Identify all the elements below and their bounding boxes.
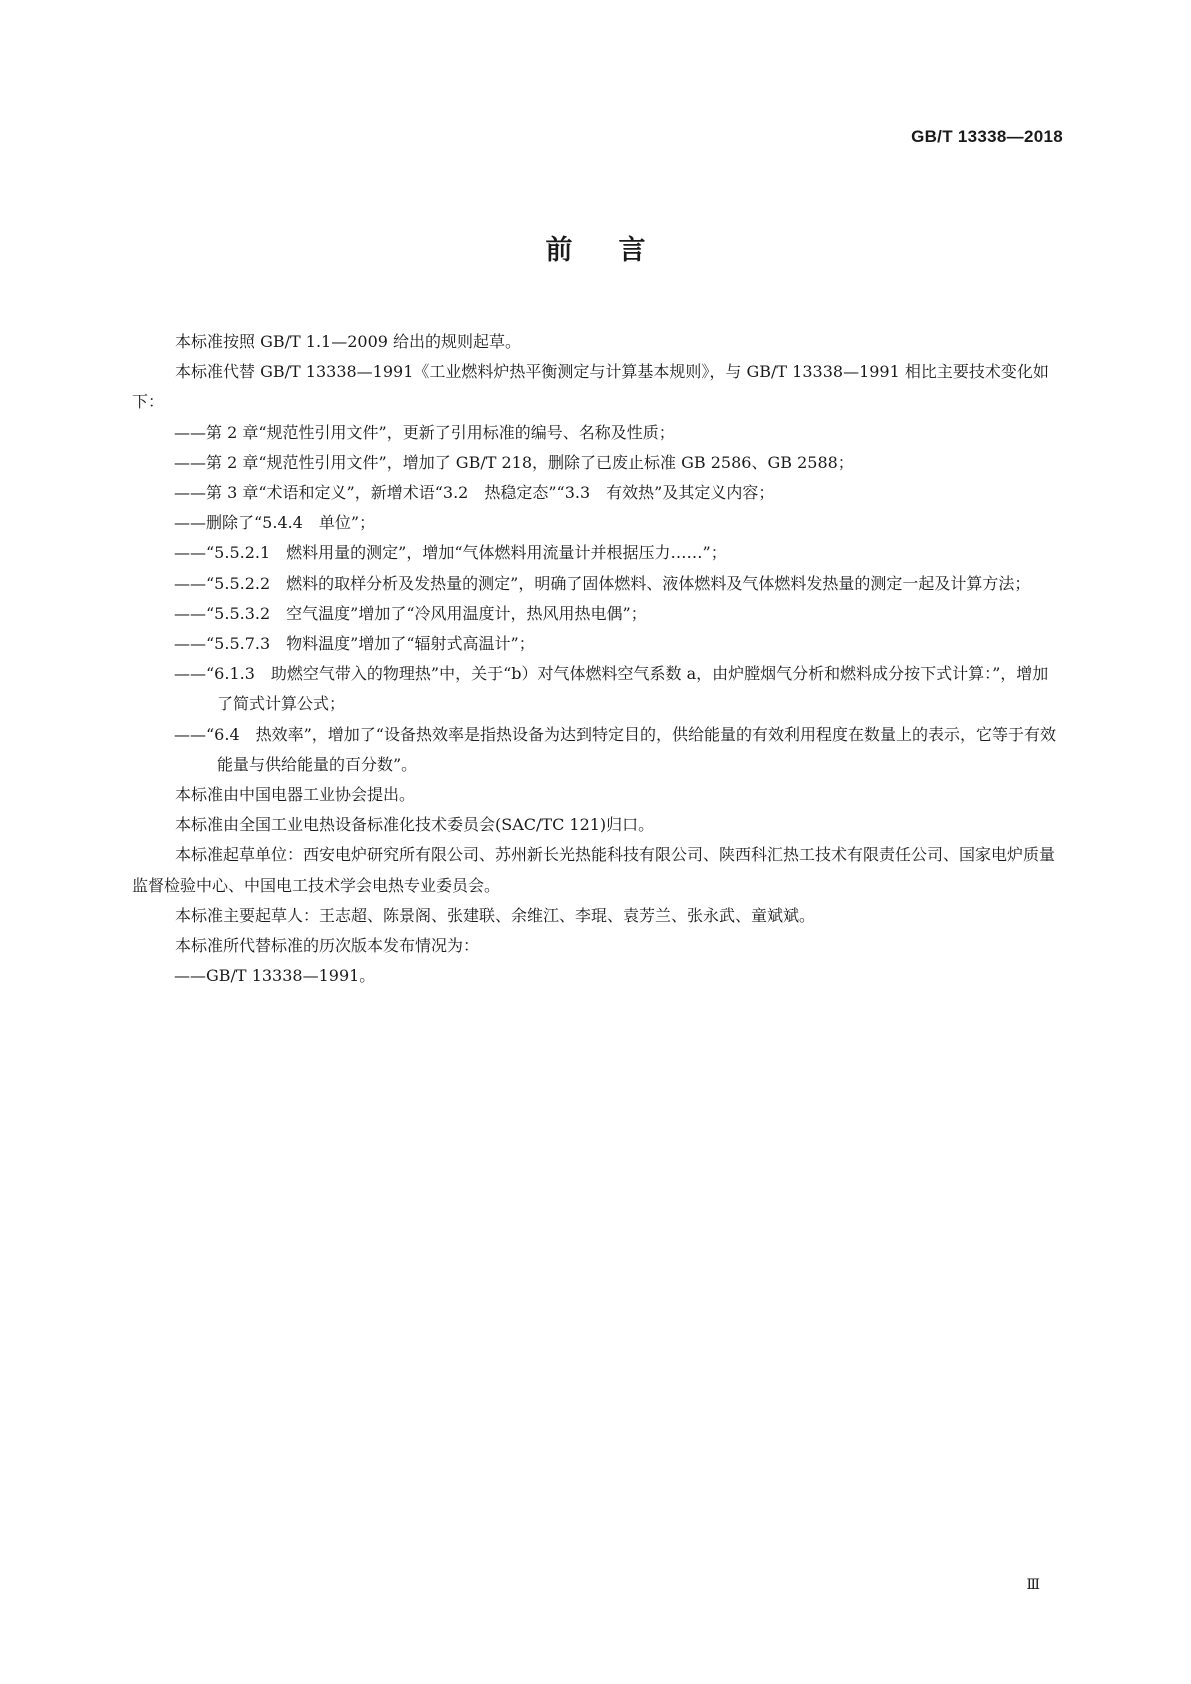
change-item: ——删除了“5.4.4 单位”； [174, 513, 376, 533]
page-title: 前言 [545, 235, 692, 266]
paragraph-committee: 本标准由全国工业电热设备标准化技术委员会(SAC/TC 121)归口。 [175, 815, 655, 835]
paragraph-proposer: 本标准由中国电器工业协会提出。 [175, 785, 416, 805]
page-number: Ⅲ [1026, 1577, 1039, 1593]
paragraph-replacement: 本标准代替 GB/T 13338—1991《工业燃料炉热平衡测定与计算基本规则》，与 GB/T 13338—1991 相比主要技术变化如下： [132, 362, 1049, 412]
standard-number: GB/T 13338—2018 [911, 127, 1063, 146]
change-item: ——“6.1.3 助燃空气带入的物理热”中，关于“b）对气体燃料空气系数 a，由炉膛烟气分析和燃料成分按下式计算：”，增加了简式计算公式； [174, 664, 1049, 714]
paragraph-history-intro: 本标准所代替标准的历次版本发布情况为： [175, 936, 480, 956]
change-item: ——“6.4 热效率”，增加了“设备热效率是指热设备为达到特定目的，供给能量的有效利用程度在数量上的表示，它等于有效能量与供给能量的百分数”。 [174, 724, 1056, 774]
change-item: ——“5.5.2.1 燃料用量的测定”，增加“气体燃料用流量计并根据压力……”； [174, 543, 727, 563]
change-item: ——第 2 章“规范性引用文件”，更新了引用标准的编号、名称及性质； [174, 422, 675, 442]
foreword-body [132, 327, 1060, 991]
change-item: ——“5.5.2.2 燃料的取样分析及发热量的测定”，明确了固体燃料、液体燃料及气体燃料发热量的测定一起及计算方法； [174, 573, 1031, 593]
history-item: ——GB/T 13338—1991。 [174, 966, 376, 986]
change-item: ——“5.5.7.3 物料温度”增加了“辐射式高温计”； [174, 634, 535, 654]
change-item: ——第 3 章“术语和定义”，新增术语“3.2 热稳定态”“3.3 有效热”及其定义内容； [174, 483, 775, 503]
change-item: ——第 2 章“规范性引用文件”，增加了 GB/T 218，删除了已废止标准 GB 2586、GB 2588； [174, 452, 854, 472]
paragraph-drafting-rules: 本标准按照 GB/T 1.1—2009 给出的规则起草。 [175, 332, 522, 351]
paragraph-drafting-units: 本标准起草单位：西安电炉研究所有限公司、苏州新长光热能科技有限公司、陕西科汇热工技术有限责任公司、国家电炉质量监督检验中心、中国电工技术学会电热专业委员会。 [132, 845, 1056, 895]
paragraph-drafters: 本标准主要起草人：王志超、陈景阁、张建联、余维江、李琨、袁芳兰、张永武、童斌斌。 [175, 905, 816, 925]
change-item: ——“5.5.3.2 空气温度”增加了“冷风用温度计，热风用热电偶”； [174, 603, 647, 623]
